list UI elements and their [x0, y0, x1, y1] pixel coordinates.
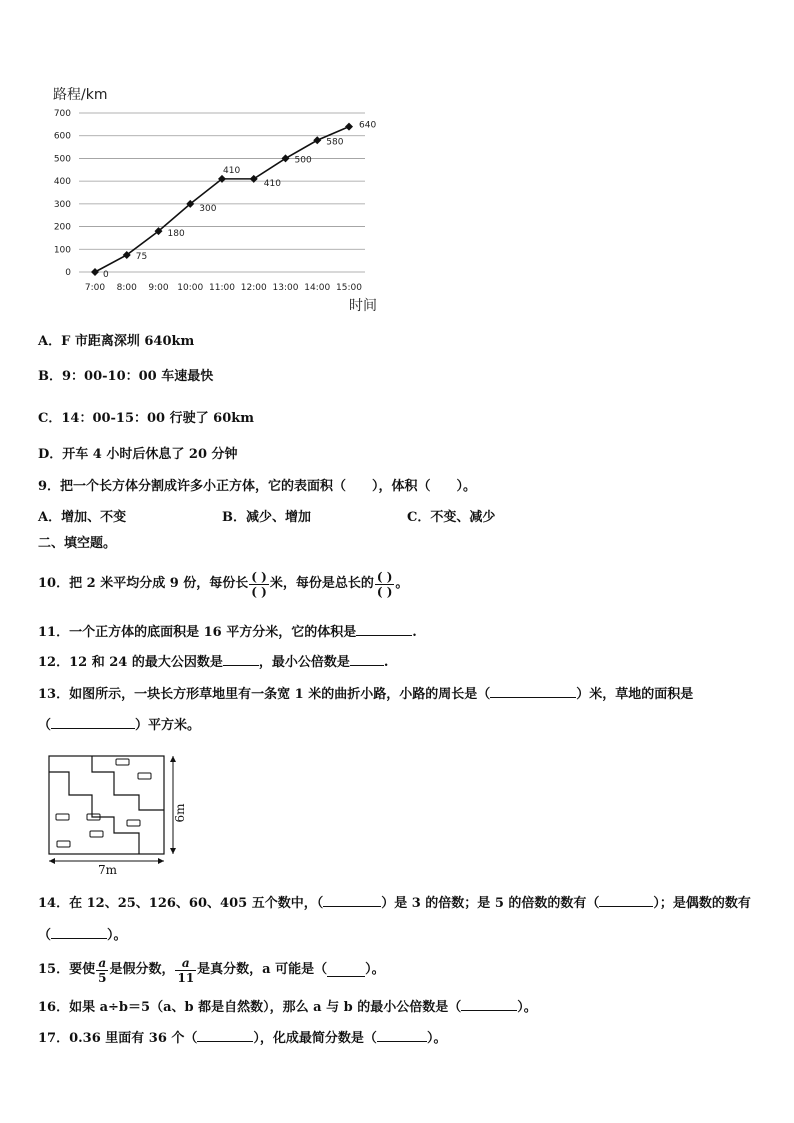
data-label: 500	[294, 155, 312, 166]
q8-option-a: A．F 市距离深圳 640km	[38, 334, 195, 349]
data-label: 0	[103, 270, 109, 280]
data-point-marker	[250, 175, 258, 183]
section-title: 二、填空题。	[38, 536, 117, 551]
y-tick-label: 500	[53, 154, 71, 165]
q17	[38, 1029, 446, 1048]
q10-text-1: 10．把 2 米平均分成 9 份，每份长	[38, 576, 249, 591]
q13-text-3: （	[38, 718, 52, 733]
q13-text-2: ）米，草地的面积是	[576, 687, 694, 702]
q14-text-5: ）。	[107, 928, 127, 943]
q14-text-4: （	[38, 928, 52, 943]
q9-option-b: B．减少、增加	[222, 510, 311, 525]
q13-line-2	[38, 716, 200, 735]
data-label: 180	[167, 229, 185, 240]
chart-series	[91, 123, 353, 276]
chart-xlabel: 时间	[349, 298, 377, 314]
q14-multiple-of-3-blank[interactable]	[323, 894, 381, 907]
q14-text-2: ）是 3 的倍数；是 5 的倍数的数有（	[381, 896, 600, 911]
q16-answer-blank[interactable]	[461, 998, 517, 1011]
q15-fraction-a-over-5	[96, 956, 108, 985]
q13-line-1	[38, 685, 693, 704]
chart-grid	[79, 113, 365, 272]
q12-lcm-blank[interactable]	[350, 653, 384, 666]
height-label: 6m	[173, 803, 187, 823]
q17-unit-blank[interactable]	[197, 1029, 253, 1042]
q10-fraction-2-den: ( )	[376, 584, 393, 599]
data-label: 75	[135, 251, 148, 262]
q14-line-2	[38, 926, 127, 945]
x-tick-label: 9:00	[148, 283, 169, 293]
path-edge-upper	[92, 756, 164, 810]
data-point-marker	[282, 154, 290, 162]
chart-svg	[40, 80, 400, 320]
q10-fraction-2	[375, 570, 395, 599]
data-label: 640	[359, 120, 377, 131]
q9-option-a: A．增加、不变	[38, 510, 127, 525]
x-tick-label: 14:00	[304, 283, 331, 293]
q16-text-1: 16．如果 a÷b＝5（a、b 都是自然数），那么 a 与 b 的最小公倍数是（	[38, 1000, 462, 1015]
data-label: 410	[263, 178, 281, 189]
y-tick-label: 100	[53, 245, 71, 256]
q14-line-1	[38, 894, 751, 913]
x-tick-label: 8:00	[116, 283, 137, 293]
q11-answer-blank[interactable]	[356, 623, 412, 636]
q10-fraction-1	[249, 570, 269, 599]
series-line	[95, 127, 349, 272]
y-tick-label: 300	[53, 199, 71, 210]
q10-fraction-1-num: ( )	[251, 569, 267, 584]
q13-text-1: 13．如图所示，一块长方形草地里有一条宽 1 米的曲折小路，小路的周长是（	[38, 687, 491, 702]
q13-perimeter-blank[interactable]	[490, 685, 576, 698]
q12-gcd-blank[interactable]	[223, 653, 259, 666]
x-tick-label: 7:00	[84, 283, 106, 293]
q8-option-d: D．开车 4 小时后休息了 20 分钟	[38, 447, 238, 462]
data-label: 580	[326, 137, 344, 148]
q15-text-4: ）。	[365, 962, 385, 977]
y-tick-label: 700	[53, 109, 71, 119]
q15-answer-blank[interactable]	[327, 964, 365, 977]
distance-time-chart	[40, 80, 400, 320]
lawn-outline	[49, 756, 164, 854]
path-edge-lower	[49, 772, 139, 854]
data-label: 410	[223, 165, 241, 176]
q15-text-1: 15．要使	[38, 962, 96, 977]
q8-option-c: C．14：00-15：00 行驶了 60km	[38, 411, 255, 426]
x-tick-label: 11:00	[209, 283, 235, 293]
x-tick-label: 15:00	[336, 283, 362, 293]
x-tick-label: 10:00	[177, 283, 204, 293]
y-tick-label: 600	[53, 131, 71, 142]
q9-option-c: C．不变、减少	[407, 510, 496, 525]
q15-text-3: 是真分数，a 可能是（	[197, 962, 328, 977]
q11	[38, 623, 417, 642]
q13-lawn-figure	[42, 750, 192, 880]
q12-text-2: ，最小公倍数是	[258, 655, 350, 670]
q8-option-b: B．9：00-10：00 车速最快	[38, 369, 214, 384]
q12-end: .	[383, 655, 389, 670]
q13-text-4: ）平方米。	[135, 718, 201, 733]
data-point-marker	[313, 136, 321, 144]
q10-fraction-1-den: ( )	[251, 584, 267, 599]
q9-stem: 9．把一个长方体分割成许多小正方体，它的表面积（ ），体积（ ）。	[38, 479, 477, 494]
q14-even-blank[interactable]	[51, 926, 107, 939]
q16	[38, 998, 537, 1017]
x-tick-label: 13:00	[272, 283, 299, 293]
q10-text-3: 。	[395, 576, 409, 591]
q14-multiple-of-5-blank[interactable]	[599, 894, 653, 907]
y-tick-label: 400	[53, 177, 71, 188]
data-label: 300	[199, 203, 217, 214]
q10-text-2: 米，每份是总长的	[269, 576, 374, 591]
q12	[38, 653, 388, 672]
q15-fraction-1-num: a	[98, 955, 107, 970]
y-tick-label: 0	[65, 268, 71, 278]
q11-text: 11．一个正方体的底面积是 16 平方分米，它的体积是	[38, 625, 357, 640]
q16-text-2: ）。	[517, 1000, 537, 1015]
q15-text-2: 是假分数，	[109, 962, 175, 977]
q17-fraction-blank[interactable]	[377, 1029, 427, 1042]
q14-text-3: ）；是偶数的数有	[653, 896, 751, 911]
q10	[38, 566, 408, 602]
q12-text-1: 12．12 和 24 的最大公因数是	[38, 655, 223, 670]
q15-fraction-2-den: 11	[177, 970, 195, 985]
chart-ylabel: 路程/km	[53, 87, 108, 103]
q15-fraction-1-den: 5	[98, 970, 107, 985]
q15-fraction-a-over-11	[175, 956, 196, 985]
data-point-marker	[345, 123, 353, 131]
q14-text-1: 14．在 12、25、126、60、405 五个数中，（	[38, 896, 324, 911]
q10-fraction-2-num: ( )	[376, 569, 393, 584]
chart-data-labels	[103, 121, 376, 280]
chart-axis-labels	[54, 109, 362, 293]
y-tick-label: 200	[53, 222, 71, 233]
width-label: 7m	[98, 863, 118, 877]
x-tick-label: 12:00	[240, 283, 267, 293]
q15-fraction-2-num: a	[181, 955, 190, 970]
q17-text-3: ）。	[426, 1031, 447, 1046]
q13-area-blank[interactable]	[51, 716, 135, 729]
q17-text-2: ），化成最简分数是（	[253, 1031, 377, 1046]
data-point-marker	[91, 268, 99, 276]
q11-end: .	[412, 625, 417, 640]
q15	[38, 952, 385, 988]
q17-text-1: 17．0.36 里面有 36 个（	[38, 1031, 198, 1046]
